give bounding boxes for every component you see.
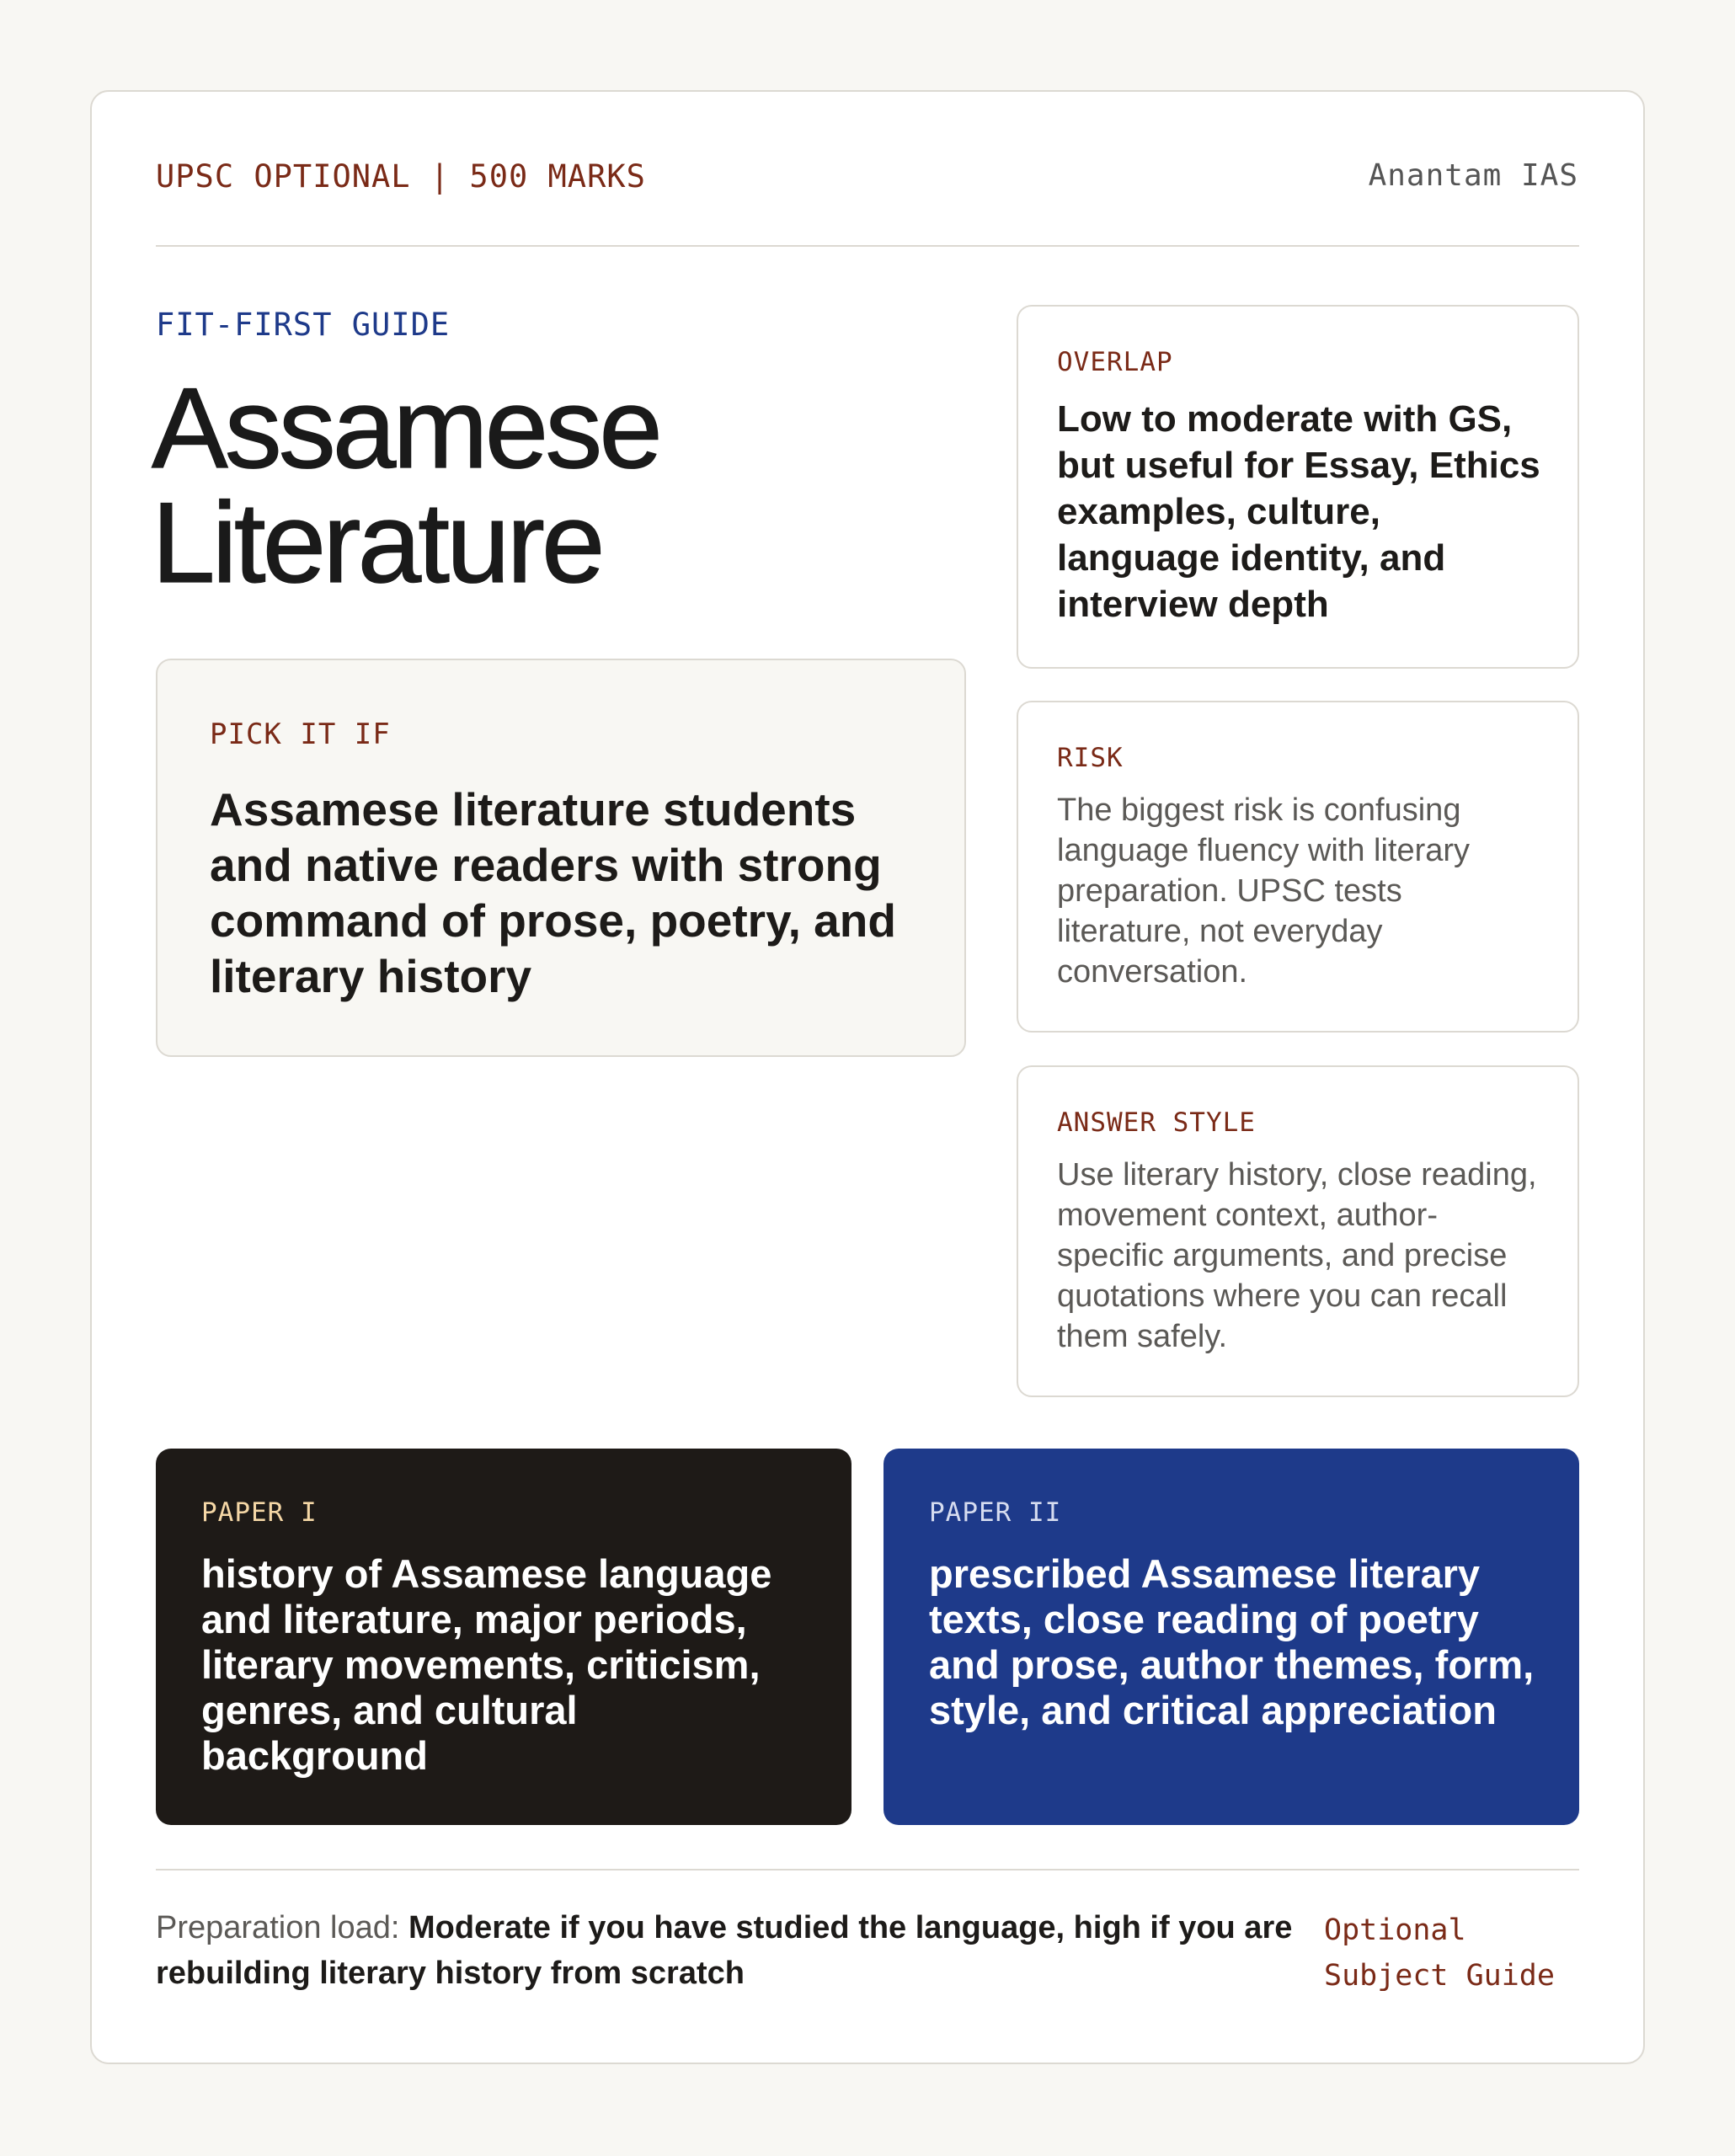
paper-2-card xyxy=(884,1449,1579,1825)
answer-style-label: ANSWER STYLE xyxy=(1057,1107,1256,1138)
footer-tag-line-2: Subject Guide xyxy=(1324,1959,1555,1993)
preparation-load xyxy=(156,1905,1293,1996)
title-line-2: Literature xyxy=(152,478,602,606)
answer-style-card xyxy=(1017,1065,1579,1397)
page-title xyxy=(152,364,659,606)
exam-line: UPSC OPTIONAL | 500 MARKS xyxy=(156,158,646,195)
overlap-label: OVERLAP xyxy=(1057,347,1173,377)
risk-text: The biggest risk is confusing language fluency with literary preparation. UPSC tests literature, not everyday conversation. xyxy=(1057,792,1471,990)
risk-label: RISK xyxy=(1057,743,1124,773)
guide-kicker: FIT-FIRST GUIDE xyxy=(156,307,451,343)
footer-tag xyxy=(1324,1908,1555,1999)
risk-card xyxy=(1017,701,1579,1033)
header-divider xyxy=(156,245,1579,247)
pick-it-if-text: Assamese literature students and native readers with strong command of prose, poetry, and literary history xyxy=(210,783,896,1002)
preparation-load-value: Moderate if you have studied the language, high if you are rebuilding literary history from scratch xyxy=(156,1910,1293,1991)
overlap-text: Low to moderate with GS, but useful for Essay, Ethics examples, culture, language identity, and interview depth xyxy=(1057,398,1540,625)
paper-1-text: history of Assamese language and literature, major periods, literary movements, criticism, genres, and cultural background xyxy=(201,1551,772,1778)
footer-divider xyxy=(156,1869,1579,1870)
brand-name: Anantam IAS xyxy=(1368,158,1578,193)
paper-1-label: PAPER I xyxy=(201,1497,318,1528)
pick-it-if-label: PICK IT IF xyxy=(210,718,391,751)
answer-style-text: Use literary history, close reading, movement context, author-specific arguments, and precise quotations where you can recall them safely. xyxy=(1057,1157,1537,1354)
paper-1-card xyxy=(156,1449,851,1825)
preparation-load-label: Preparation load: xyxy=(156,1910,408,1945)
paper-2-text: prescribed Assamese literary texts, close reading of poetry and prose, author themes, form, style, and critical appreciation xyxy=(929,1551,1535,1732)
paper-2-label: PAPER II xyxy=(929,1497,1062,1528)
pick-it-if-card xyxy=(156,659,966,1057)
overlap-card xyxy=(1017,305,1579,669)
footer-tag-line-1: Optional xyxy=(1324,1913,1466,1947)
title-line-1: Assamese xyxy=(152,364,659,492)
